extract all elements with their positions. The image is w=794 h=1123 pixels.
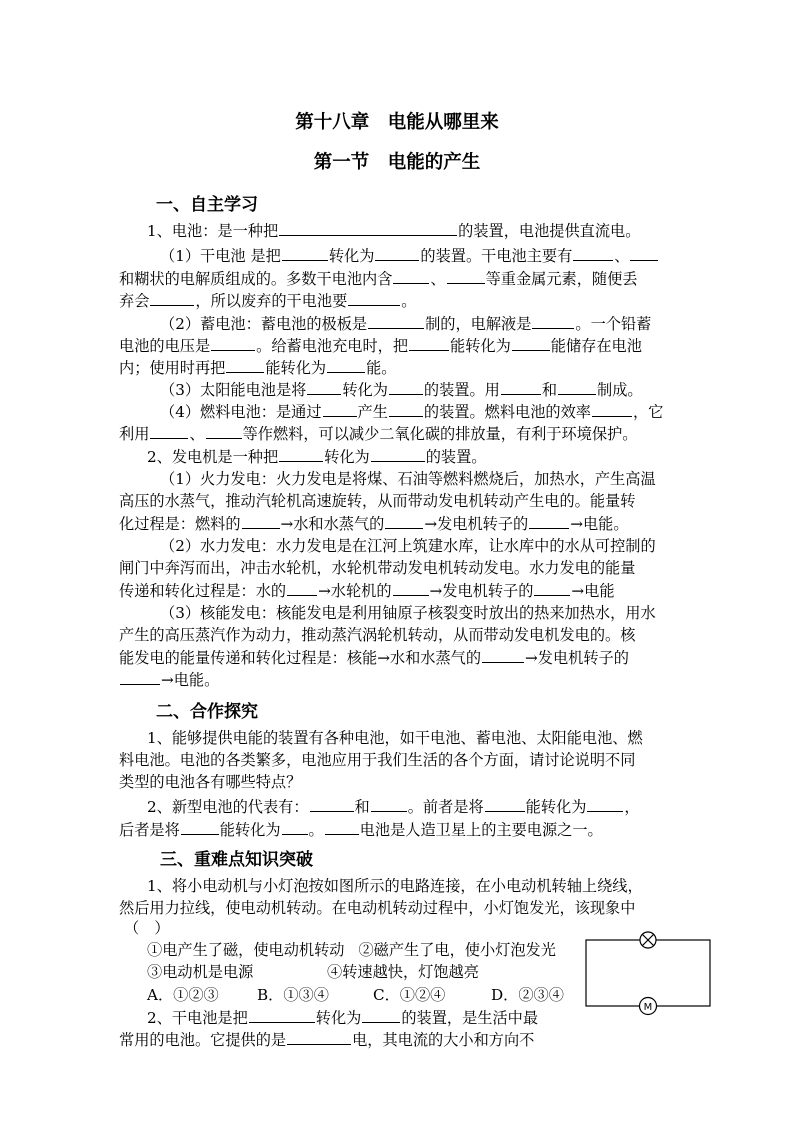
blank[interactable] [393, 580, 429, 596]
section-title: 第一节 电能的产生 [313, 152, 481, 173]
heading-self-study: 一、自主学习 [156, 195, 258, 215]
text-line: 产生的高压蒸汽作为动力，推动蒸汽涡轮机转动，从而带动发电机发电的。核 [119, 626, 636, 644]
blank[interactable] [485, 796, 525, 812]
blank[interactable] [307, 379, 341, 395]
blank[interactable] [371, 446, 425, 462]
text-line: 常用的电池。它提供的是 电，其电流的大小和方向不 [119, 1031, 535, 1049]
q-storage-battery: （2）蓄电池：蓄电池的极板是 制的，电解液是 。一个铅蓄 [160, 315, 652, 333]
blank[interactable] [310, 796, 354, 812]
choice-a[interactable]: A．①②③ [147, 986, 219, 1004]
text-line: 化过程是：燃料的 →水和水蒸气的 →发电机转子的 →电能。 [119, 515, 629, 533]
blank[interactable] [371, 796, 407, 812]
blank[interactable] [181, 819, 219, 835]
q-solar-cell: （3）太阳能电池是将 转化为 的装置。用 和 制成。 [160, 381, 643, 399]
blank[interactable] [447, 268, 485, 284]
blank[interactable] [592, 401, 632, 417]
blank[interactable] [375, 245, 419, 261]
blank[interactable] [150, 423, 188, 439]
blank[interactable] [120, 669, 160, 685]
blank[interactable] [558, 379, 596, 395]
blank[interactable] [242, 513, 280, 529]
lamp-icon [640, 932, 656, 948]
blank[interactable] [512, 335, 550, 351]
answer-bracket: （ ） [124, 919, 170, 937]
text-line: 1、将小电动机与小灯泡按如图所示的电路连接，在小电动机转轴上绕线， [147, 877, 643, 895]
q-dry-cell-2: 2、干电池是把 转化为 的装置，是生活中最 [147, 1009, 539, 1027]
text-line: 闸门中奔泻而出，冲击水轮机，水轮机带动发电机转动发电。水力发电的能量 [119, 559, 636, 577]
blank[interactable] [325, 819, 359, 835]
blank[interactable] [534, 580, 570, 596]
blank[interactable] [389, 379, 423, 395]
circuit-diagram [582, 928, 714, 1018]
blank[interactable] [206, 423, 242, 439]
text-line: 利用 、 等作燃料，可以减少二氧化碳的排放量，有利于环境保护。 [119, 425, 638, 443]
blank[interactable] [150, 290, 194, 306]
blank[interactable] [389, 401, 423, 417]
blank[interactable] [249, 1007, 315, 1023]
blank[interactable] [532, 313, 574, 329]
text-line: 料电池。电池的各类繁多，电池应用于我们生活的各个方面，请讨论说明不同 [119, 751, 636, 769]
blank[interactable] [529, 513, 569, 529]
q-generator: 2、发电机是一种把 转化为 的装置。 [147, 448, 487, 466]
blank[interactable] [279, 446, 323, 462]
choice-b[interactable]: B．①③④ [257, 986, 329, 1004]
chapter-title: 第十八章 电能从哪里来 [295, 112, 499, 133]
blank[interactable] [287, 580, 317, 596]
blank[interactable] [368, 313, 424, 329]
motor-icon [640, 998, 657, 1015]
q-fuel-cell: （4）燃料电池：是通过 产生 的装置。燃料电池的效率 ，它 [160, 403, 664, 421]
text-line: 电池的电压是 。给蓄电池充电时，把 能转化为 能储存在电池 [119, 337, 642, 355]
blank[interactable] [393, 268, 429, 284]
text-line: 然后用力拉线，使电动机转动。在电动机转动过程中，小灯饱发光，该现象中 [119, 899, 636, 917]
blank[interactable] [587, 796, 623, 812]
blank[interactable] [279, 220, 457, 236]
blank[interactable] [482, 647, 524, 663]
circuit-wire [586, 940, 710, 1006]
blank[interactable] [323, 401, 357, 417]
text-line: 能发电的能量传递和转化过程是：核能→水和水蒸气的 →发电机转子的 [119, 649, 629, 667]
blank[interactable] [348, 290, 400, 306]
blank[interactable] [501, 379, 541, 395]
heading-key-points: 三、重难点知识突破 [160, 850, 313, 870]
blank[interactable] [287, 1029, 351, 1045]
motor-label: M [643, 1002, 653, 1013]
text-line: 高压的水蒸气，推动汽轮机高速旋转，从而带动发电机转动产生电的。能量转 [119, 492, 636, 510]
text-line: 弃会 ，所以废弃的干电池要 。 [119, 292, 417, 310]
text-line: 类型的电池各有哪些特点？ [119, 773, 302, 791]
blank[interactable] [211, 335, 255, 351]
blank[interactable] [630, 245, 658, 261]
text-line: →电能。 [119, 669, 219, 690]
option-statements: ③电动机是电源 ④转速越快，灯饱越亮 [147, 963, 479, 981]
text-line: 传递和转化过程是：水的 →水轮机的 →发电机转子的 →电能 [119, 582, 615, 600]
blank[interactable] [282, 245, 328, 261]
choice-c[interactable]: C．①②④ [373, 986, 446, 1004]
q-new-battery: 2、新型电池的代表有： 和 。前者是将 能转化为 ， [147, 798, 640, 816]
q-dry-cell: （1）干电池 是把 转化为 的装置。干电池主要有 、 [160, 245, 659, 266]
choice-d[interactable]: D．②③④ [491, 986, 564, 1004]
text-line: 后者是将 能转化为 。 电池是人造卫星上的主要电源之一。 [119, 821, 603, 839]
blank[interactable] [327, 357, 365, 373]
text-line: 和糊状的电解质组成的。多数干电池内含 、 等重金属元素，随便丢 [119, 270, 638, 288]
choice-row [147, 985, 564, 1005]
blank[interactable] [409, 335, 449, 351]
blank[interactable] [573, 245, 613, 261]
blank[interactable] [282, 819, 308, 835]
heading-cooperative: 二、合作探究 [156, 702, 258, 722]
blank[interactable] [362, 1007, 400, 1023]
blank[interactable] [385, 513, 423, 529]
text-line: 1、能够提供电能的装置有各种电池，如干电池、蓄电池、太阳能电池、燃 [147, 729, 643, 747]
text-line: （2）水力发电：水力发电是在江河上筑建水库，让水库中的水从可控制的 [160, 537, 656, 555]
q-battery-def: 1、电池：是一种把 的装置，电池提供直流电。 [147, 222, 641, 240]
option-statements: ①电产生了磁，使电动机转动 ②磁产生了电，使小灯泡发光 [147, 941, 556, 959]
blank[interactable] [226, 357, 264, 373]
text-line: 内；使用时再把 能转化为 能。 [119, 359, 397, 377]
text-line: （1）火力发电：火力发电是将煤、石油等燃料燃烧后，加热水，产生高温 [160, 470, 656, 488]
text-line: （3）核能发电：核能发电是利用铀原子核裂变时放出的热来加热水，用水 [160, 604, 656, 622]
